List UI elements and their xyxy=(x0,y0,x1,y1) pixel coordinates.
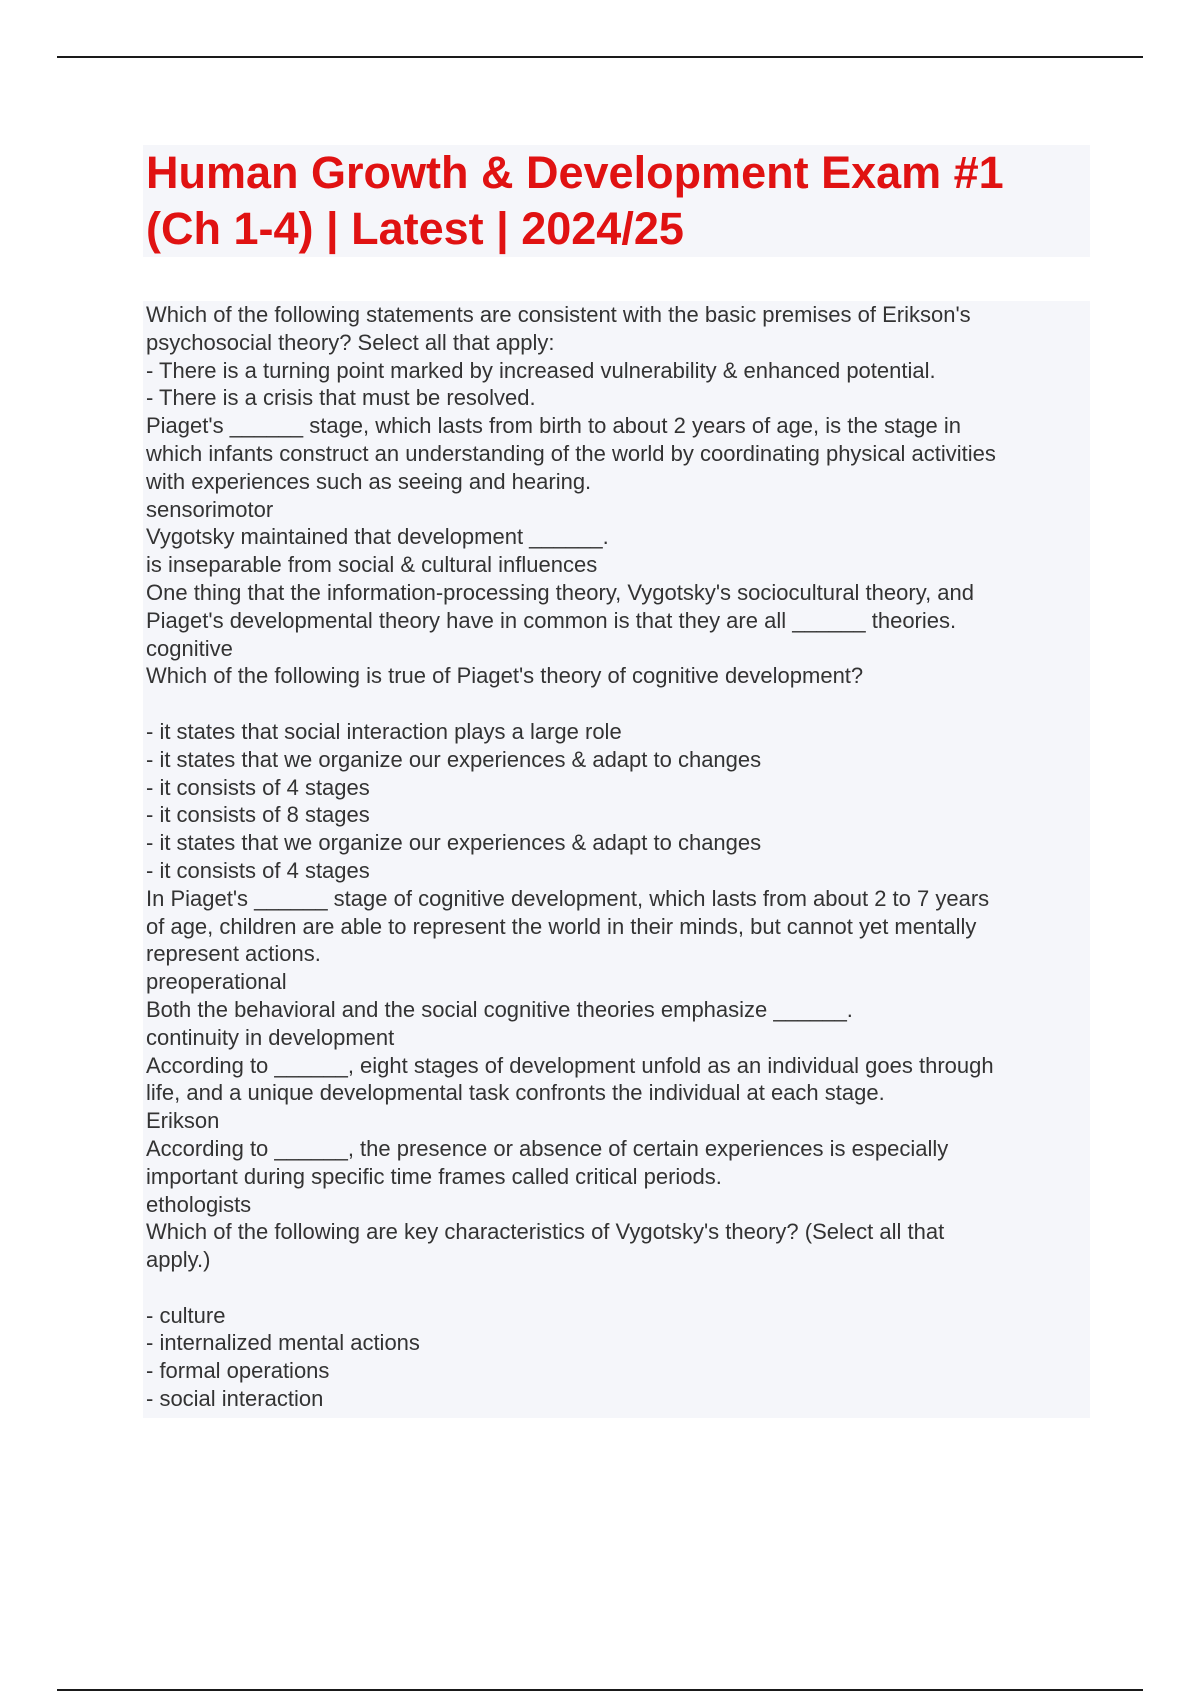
text-line: - it consists of 4 stages xyxy=(146,857,370,883)
bottom-rule xyxy=(57,1689,1143,1691)
top-rule xyxy=(57,56,1143,58)
text-line: psychosocial theory? Select all that apply: xyxy=(146,329,555,355)
text-line: - it states that we organize our experiences & adapt to changes xyxy=(146,830,762,856)
text-line: represent actions. xyxy=(146,941,321,967)
text-line: preoperational xyxy=(146,969,287,995)
text-line: Piaget's ______ stage, which lasts from birth to about 2 years of age, is the stage in xyxy=(146,413,962,439)
text-line: is inseparable from social & cultural influences xyxy=(146,552,598,578)
title-line: (Ch 1-4) | Latest | 2024/25 xyxy=(146,203,684,254)
text-line: important during specific time frames called critical periods. xyxy=(146,1163,722,1189)
text-line: with experiences such as seeing and hearing. xyxy=(146,468,592,494)
text-line: which infants construct an understanding of the world by coordinating physical activities xyxy=(146,440,996,466)
text-line: life, and a unique developmental task confronts the individual at each stage. xyxy=(146,1080,885,1106)
text-line: Which of the following statements are consistent with the basic premises of Erikson's xyxy=(146,302,971,327)
text-line: According to ______, eight stages of development unfold as an individual goes through xyxy=(146,1052,994,1078)
text-line: Piaget's developmental theory have in common is that they are all ______ theories. xyxy=(146,607,957,633)
text-line: apply.) xyxy=(146,1247,211,1273)
title-block xyxy=(143,145,1090,257)
blank-line xyxy=(143,1274,1090,1302)
text-line: - it consists of 8 stages xyxy=(146,802,370,828)
text-line: ethologists xyxy=(146,1191,252,1217)
text-line: - culture xyxy=(146,1302,226,1328)
text-line: - internalized mental actions xyxy=(146,1330,420,1356)
text-line: According to ______, the presence or absence of certain experiences is especially xyxy=(146,1135,949,1161)
text-line: continuity in development xyxy=(146,1024,395,1050)
document-title xyxy=(143,145,1090,257)
text-line: Which of the following is true of Piaget's theory of cognitive development? xyxy=(146,663,864,689)
blank-line xyxy=(143,690,1090,718)
text-line: In Piaget's ______ stage of cognitive development, which lasts from about 2 to 7 years xyxy=(146,885,990,911)
text-line: Vygotsky maintained that development ______. xyxy=(146,524,609,550)
text-line: Which of the following are key characteristics of Vygotsky's theory? (Select all that xyxy=(146,1219,945,1245)
text-line: - formal operations xyxy=(146,1358,330,1384)
text-line: - it consists of 4 stages xyxy=(146,774,370,800)
text-line: - social interaction xyxy=(146,1386,324,1412)
text-line: Both the behavioral and the social cognitive theories emphasize ______. xyxy=(146,996,853,1022)
text-line: of age, children are able to represent the world in their minds, but cannot yet mentally xyxy=(146,913,977,939)
title-line: Human Growth & Development Exam #1 xyxy=(146,147,1004,198)
text-line: - it states that social interaction plays a large role xyxy=(146,718,622,744)
text-line: One thing that the information-processing theory, Vygotsky's sociocultural theory, and xyxy=(146,579,974,605)
text-line: - There is a turning point marked by increased vulnerability & enhanced potential. xyxy=(146,357,936,383)
text-line: Erikson xyxy=(146,1108,220,1134)
text-line: cognitive xyxy=(146,635,233,661)
text-line: sensorimotor xyxy=(146,496,274,522)
question-answer-block xyxy=(143,301,1090,1418)
text-line: - There is a crisis that must be resolved. xyxy=(146,385,536,411)
text-line: - it states that we organize our experiences & adapt to changes xyxy=(146,746,762,772)
